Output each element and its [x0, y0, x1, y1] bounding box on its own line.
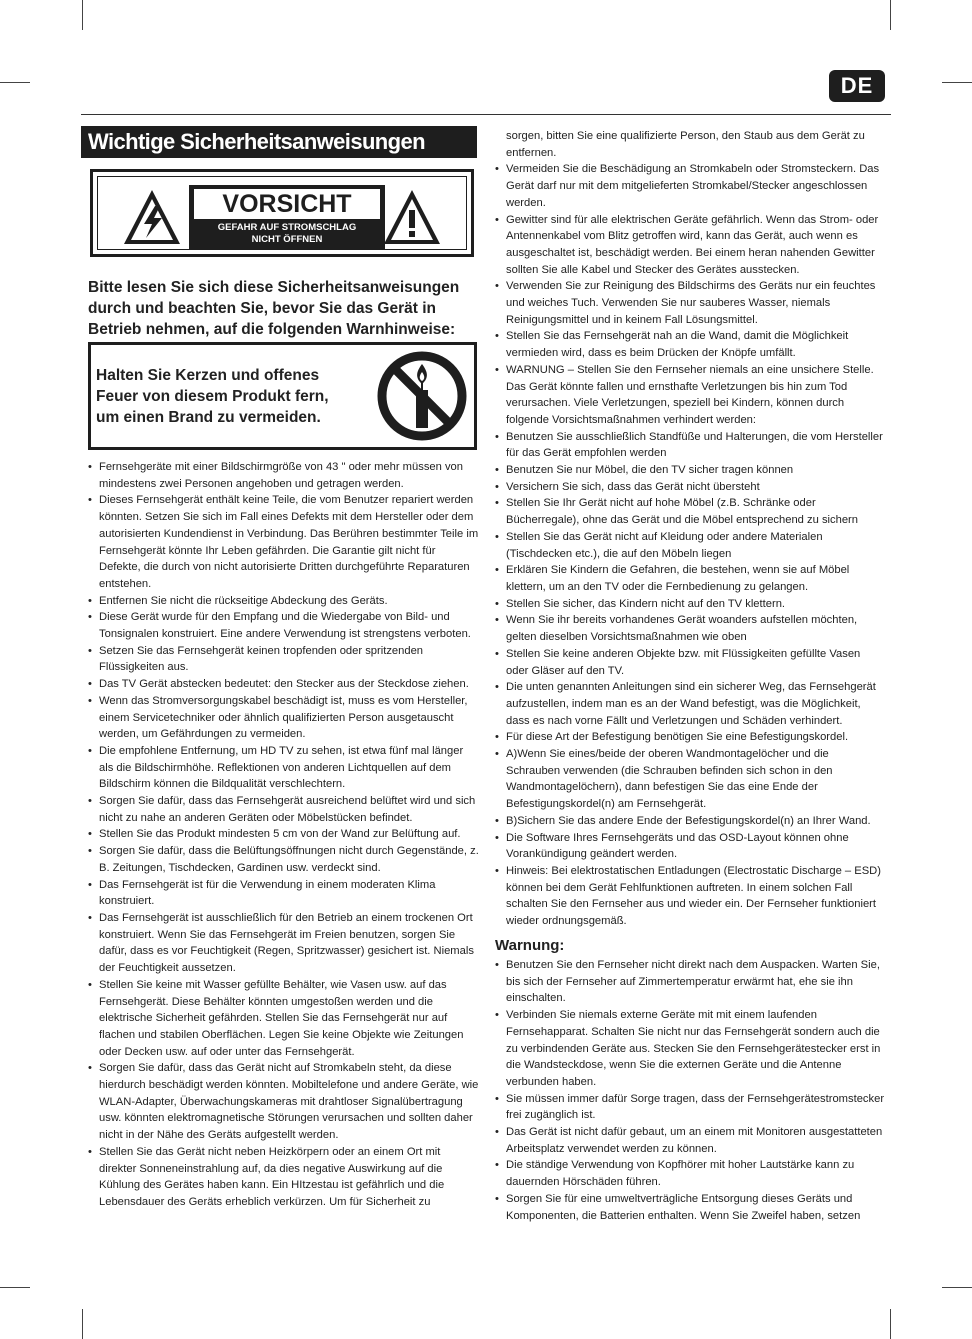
list-item: • Erklären Sie Kindern die Gefahren, die bestehen, wenn sie auf Möbel klettern, um an den TV oder die Fernbedienung zu gelangen.	[495, 562, 885, 595]
list-item: • Hinweis: Bei elektrostatischen Entladungen (Electrostatic Discharge – ESD) können bei dem Gerät Fehlfunktionen auftreten. In einem solchen Fall schalten Sie den Fernseher aus und wieder ein. Der Fernseher funktioniert wieder ordnungsgemäß.	[495, 863, 885, 930]
list-item: • Stellen Sie das Fernsehgerät nah an die Wand, damit die Möglichkeit vermieden wird, dass es beim Drücken der Knöpfe umfällt.	[495, 328, 885, 361]
warning-list	[495, 957, 885, 1224]
list-item: • Die ständige Verwendung von Kopfhörer mit hoher Lautstärke kann zu dauernden Hörschäden führen.	[495, 1157, 885, 1190]
list-item: • Diese Gerät wurde für den Empfang und die Wiedergabe von Bild- und Tonsignalen konstruiert. Eine andere Verwendung ist strengstens verboten.	[88, 609, 480, 642]
list-item: • Benutzen Sie ausschließlich Standfüße und Halterungen, die vom Hersteller für das Gerät empfohlen werden	[495, 429, 885, 462]
list-item: • Stellen Sie keine anderen Objekte bzw. mit Flüssigkeiten gefüllte Vasen oder Gläser auf den TV.	[495, 646, 885, 679]
candle-warning-box	[88, 342, 477, 450]
list-item: • Die unten genannten Anleitungen sind ein sicherer Weg, das Fernsehgerät aufzustellen, indem man es an der Wand befestigt, was die Möglichkeit, dass es nach vorne Fällt und Verletzungen und Schäden verhindert.	[495, 679, 885, 729]
no-open-flame-icon	[376, 350, 468, 442]
list-item: • Das Fernsehgerät ist für die Verwendung in einem moderaten Klima konstruiert.	[88, 877, 480, 910]
list-item: • Dieses Fernsehgerät enthält keine Teile, die vom Benutzer repariert werden könnten. Setzen Sie sich im Fall eines Defekts mit dem Hersteller oder dem autorisierten Kundendienst in Verbindung. Das Berühren bestimmter Teile im Fernsehgerät könnte Ihr Leben gefährden. Die Garantie gilt nicht für Defekte, die durch von nicht autorisierte Dritten durchgeführte Reparaturen entstehen.	[88, 492, 480, 592]
list-item: • Gewitter sind für alle elektrischen Geräte gefährlich. Wenn das Strom- oder Antennenkabel vom Blitz getroffen wird, kann das Gerät, auch wenn es ausgeschaltet ist, beschädigt werden. Bei einem heran nahenden Gewitter sollten Sie alle Kabel und Stecker des Gerätes ausstecken.	[495, 212, 885, 279]
list-item: • Das TV Gerät abstecken bedeutet: den Stecker aus der Steckdose ziehen.	[88, 676, 480, 693]
crop-mark	[890, 1309, 891, 1339]
list-item: • Setzen Sie das Fernsehgerät keinen tropfenden oder spritzenden Flüssigkeiten aus.	[88, 643, 480, 676]
list-item: • Stellen Sie das Gerät nicht auf Kleidung oder andere Materialen (Tischdecken etc.), die auf den Möbeln liegen	[495, 529, 885, 562]
caution-subtitle	[189, 222, 385, 246]
caution-inner-frame	[97, 176, 467, 250]
list-item: • Wenn Sie ihr bereits vorhandenes Gerät woanders aufstellen möchten, gelten dieselben Vorsichtsmaßnahmen wie oben	[495, 612, 885, 645]
crop-mark	[890, 0, 891, 30]
safety-list-right	[495, 128, 885, 930]
crop-mark	[0, 1287, 30, 1288]
list-item: • Stellen Sie das Produkt mindesten 5 cm von der Wand zur Belüftung auf.	[88, 826, 480, 843]
intro-text: Bitte lesen Sie sich diese Sicherheitsanweisungen durch und beachten Sie, bevor Sie das Gerät in Betrieb nehmen, auf die folgenden Warnhinweise:	[88, 279, 460, 338]
list-item: • Sorgen Sie dafür, dass das Gerät nicht auf Stromkabeln steht, da diese hierdurch beschädigt werden könnten. Mobiltelefone und andere Geräte, wie WLAN-Adapter, Überwachungskameras mit drahtloser Signalübertragung usw. könnten elektromagnetische Störungen verursachen und sollten daher nicht in der Nähe des Geräts aufgestellt werden.	[88, 1060, 480, 1144]
exclamation-warning-icon	[382, 188, 442, 246]
candle-warning-text: Halten Sie Kerzen und offenes Feuer von diesem Produkt fern, um einen Brand zu vermeiden.	[96, 367, 329, 426]
caution-center-panel	[189, 185, 385, 249]
list-item: • Sorgen Sie für eine umweltverträgliche Entsorgung dieses Geräts und Komponenten, die Batterien enthalten. Wenn Sie Zweifel haben, setzen	[495, 1191, 885, 1224]
list-item: • Stellen Sie Ihr Gerät nicht auf hohe Möbel (z.B. Schränke oder Bücherregale), ohne das Gerät und die Möbel entsprechend zu sichern	[495, 495, 885, 528]
warning-heading: Warnung:	[495, 937, 565, 954]
list-item: • Stellen Sie keine mit Wasser gefüllte Behälter, wie Vasen usw. auf das Fernsehgerät. Diese Behälter könnten umgestoßen werden und die elektrische Sicherheit gefährden. Stellen Sie das Fernsehgerät nur auf flachen und stabilen Oberflächen. Legen Sie keine Objekte wie Zeitungen oder Decken usw. auf oder unter das Fernsehgerät.	[88, 977, 480, 1061]
list-item: • Das Gerät ist nicht dafür gebaut, um an einem mit Monitoren ausgestatteten Arbeitsplatz verwendet werden zu können.	[495, 1124, 885, 1157]
list-item: • Entfernen Sie nicht die rückseitige Abdeckung des Geräts.	[88, 593, 480, 610]
crop-mark	[82, 0, 83, 30]
list-item: • Stellen Sie das Gerät nicht neben Heizkörpern oder an einem Ort mit direkter Sonneneinstrahlung auf, da dies negative Auswirkung auf die Kühlung des Gerätes haben kann. Ein HItzestau ist gefährlich und die Lebensdauer des Geräts erheblich verkürzen. Um für Sicherheit zu	[88, 1144, 480, 1211]
caution-title: VORSICHT	[194, 189, 380, 219]
caution-subtitle-line: GEFAHR AUF STROMSCHLAG	[217, 222, 357, 233]
caution-label	[90, 169, 474, 257]
list-item: • WARNUNG – Stellen Sie den Fernseher niemals an eine unsichere Stelle. Das Gerät könnte fallen und ernsthafte Verletzungen bis hin zum Tod verursachen. Viele Verletzungen, speziell bei Kindern, können durch folgende Vorsichtsmaßnahmen verhindert werden:	[495, 362, 885, 429]
list-item: • Wenn das Stromversorgungskabel beschädigt ist, muss es vom Hersteller, einem Servicetechniker oder ähnlich qualifizierten Person ausgetauscht werden, um Gefährdungen zu vermeiden.	[88, 693, 480, 743]
section-heading: Wichtige Sicherheitsanweisungen	[81, 126, 477, 158]
list-item: • Verwenden Sie zur Reinigung des Bildschirms des Geräts nur ein feuchtes und weiches Tuch. Verwenden Sie nur sauberes Wasser, niemals Reinigungsmittel und in keinem Fall Lösungsmittel.	[495, 278, 885, 328]
header-rule	[81, 114, 891, 115]
caution-subtitle-line: NICHT ÖFFNEN	[251, 234, 323, 245]
list-item: • A)Wenn Sie eines/beide der oberen Wandmontagelöcher und die Schrauben verwenden (die Schrauben befinden sich schon in den Wandmontagelöchern), dann befestigen Sie das eine Ende der Befestigungskordel(n) am Fernsehgerät.	[495, 746, 885, 813]
list-item: • Versichern Sie sich, dass das Gerät nicht übersteht	[495, 479, 885, 496]
list-item: • Sorgen Sie dafür, dass das Fernsehgerät ausreichend belüftet wird und sich nicht zu nahe an anderen Geräten oder Möbelstücken befindet.	[88, 793, 480, 826]
list-item: • Sie müssen immer dafür Sorge tragen, dass der Fernsehgerätestromstecker frei zugänglich ist.	[495, 1091, 885, 1124]
list-item: • Die Software Ihres Fernsehgeräts und das OSD-Layout können ohne Vorankündigung geändert werden.	[495, 830, 885, 863]
list-item: • Die empfohlene Entfernung, um HD TV zu sehen, ist etwa fünf mal länger als die Bildschirmhöhe. Reflektionen von anderen Lichtquellen auf dem Bildschirm können die Bildqualität verschlechtern.	[88, 743, 480, 793]
list-item: • Benutzen Sie nur Möbel, die den TV sicher tragen können	[495, 462, 885, 479]
list-item-continuation: sorgen, bitten Sie eine qualifizierte Person, den Staub aus dem Gerät zu entfernen.	[506, 130, 865, 159]
safety-list-left	[88, 459, 480, 1211]
crop-mark	[82, 1309, 83, 1339]
list-item: • Vermeiden Sie die Beschädigung an Stromkabeln oder Stromsteckern. Das Gerät darf nur mit dem mitgelieferten Stromkabel/Stecker angeschlossen werden.	[495, 161, 885, 211]
list-item: • Sorgen Sie dafür, dass die Belüftungsöffnungen nicht durch Gegenstände, z. B. Zeitungen, Tischdecken, Gardinen usw. verdeckt sind.	[88, 843, 480, 876]
crop-mark	[942, 82, 972, 83]
language-badge: DE	[829, 70, 885, 102]
electric-shock-warning-icon	[122, 188, 182, 246]
list-item: • Fernsehgeräte mit einer Bildschirmgröße von 43 " oder mehr müssen von mindestens zwei Personen angehoben und getragen werden.	[88, 459, 480, 492]
list-item: • Das Fernsehgerät ist ausschließlich für den Betrieb an einem trockenen Ort konstruiert. Wenn Sie das Fernsehgerät im Freien benutzen, sorgen Sie dafür, dass es vor Feuchtigkeit (Regen, Spritzwasser) gesichert ist. Niemals der Feuchtigkeit aussetzen.	[88, 910, 480, 977]
list-item: • Für diese Art der Befestigung benötigen Sie eine Befestigungskordel.	[495, 729, 885, 746]
crop-mark	[942, 1287, 972, 1288]
list-item: • Benutzen Sie den Fernseher nicht direkt nach dem Auspacken. Warten Sie, bis sich der Fernseher auf Zimmertemperatur erwärmt hat, ehe sie ihn einschalten.	[495, 957, 885, 1007]
crop-mark	[0, 82, 30, 83]
list-item: • B)Sichern Sie das andere Ende der Befestigungskordel(n) an Ihrer Wand.	[495, 813, 885, 830]
list-item: • Stellen Sie sicher, das Kindern nicht auf den TV klettern.	[495, 596, 885, 613]
list-item: • Verbinden Sie niemals externe Geräte mit mit einem laufenden Fernsehapparat. Schalten Sie nicht nur das Fernsehgerät sondern auch die zu verbindenden Geräte aus. Stecken Sie den Fernsehgerätestecker erst in die Wandsteckdose, wenn Sie die externen Geräte und die Antenne verbunden haben.	[495, 1007, 885, 1091]
